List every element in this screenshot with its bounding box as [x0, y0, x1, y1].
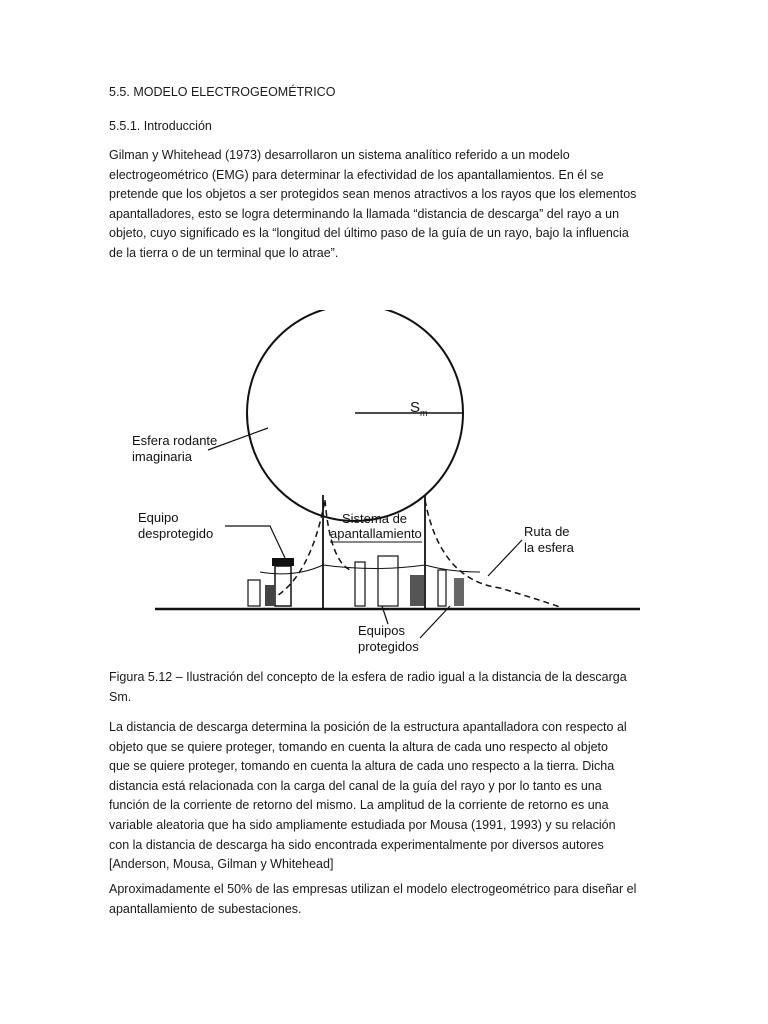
paragraph-line: función de la corriente de retorno del mismo. La amplitud de la corriente de retorno es una: [109, 798, 609, 813]
path-label-pointer: [488, 540, 522, 576]
unprotected-equipment-top: [272, 558, 294, 566]
caption-line: Sm.: [109, 689, 132, 704]
path-label-line-2: la esfera: [524, 540, 574, 555]
paragraph-line: [Anderson, Mousa, Gilman y Whitehead]: [109, 857, 334, 872]
radius-label: $S_m$: [410, 399, 428, 418]
sphere-label-line-1: Esfera rodante: [132, 433, 218, 448]
equipment-transformer: [410, 575, 424, 606]
unprotected-label-line-1: Equipo: [138, 510, 179, 525]
equipment-post: [438, 570, 446, 606]
subsection-title: 5.5.1. Introducción: [109, 119, 212, 133]
equipment-box: [248, 580, 260, 606]
closing-paragraph: [109, 880, 669, 919]
equipment-cabinet: [378, 556, 398, 606]
protected-label-pointer: [420, 606, 450, 638]
paragraph-line: apantallamiento de subestaciones.: [109, 901, 302, 916]
paragraph-line: pretende que los objetos a ser protegidos sean menos atractivos a los rayos que los elementos: [109, 187, 637, 202]
path-label-line-1: Ruta de: [524, 524, 570, 539]
paragraph-line: electrogeométrico (EMG) para determinar la efectividad de los apantallamientos. En él se: [109, 167, 604, 182]
figure-drawing: [120, 310, 650, 660]
paragraph-line: objeto, cuyo significado es la “longitud del último paso de la guía de un rayo, bajo la influencia: [109, 226, 629, 241]
intro-paragraph: [109, 146, 669, 264]
rolling-sphere-figure: [120, 310, 650, 660]
paragraph-line: distancia está relacionada con la carga del canal de la guía del rayo y por lo tanto es una: [109, 778, 602, 793]
shield-label-line-2: apantallamiento: [330, 526, 422, 541]
paragraph-line: Gilman y Whitehead (1973) desarrollaron un sistema analítico referido a un modelo: [109, 148, 570, 162]
protected-label-line-1: Equipos: [358, 623, 405, 638]
paragraph-line: variable aleatoria que ha sido ampliamente estudiada por Mousa (1991, 1993) y su relación: [109, 817, 616, 832]
section-title: 5.5. MODELO ELECTROGEOMÉTRICO: [109, 85, 336, 99]
paragraph-line: Aproximadamente el 50% de las empresas utilizan el modelo electrogeométrico para diseñar el: [109, 882, 637, 896]
paragraph-line: de la tierra o de un terminal que lo atrae”.: [109, 245, 339, 260]
paragraph-line: apantalladores, esto se logra determinando la llamada “distancia de descarga” del rayo a un: [109, 206, 620, 221]
unprotected-label-pointer: [225, 526, 285, 558]
paragraph-line: La distancia de descarga determina la posición de la estructura apantalladora con respecto al: [109, 720, 627, 734]
shield-label-line-1: Sistema de: [342, 511, 408, 526]
paragraph-line: con la distancia de descarga ha sido encontrada experimentalmente por diversos autores: [109, 837, 604, 852]
paragraph-line: que se quiere proteger, tomando en cuenta la altura de cada uno respecto a la tierra. Dicha: [109, 759, 615, 774]
equipment-box: [265, 585, 275, 606]
body-paragraph: [109, 718, 669, 875]
equipment-box: [454, 578, 464, 606]
figure-caption: [109, 668, 669, 707]
protected-label-line-2: protegidos: [358, 639, 419, 654]
paragraph-line: objeto que se quiere proteger, tomando en cuenta la altura de cada uno respecto al objeto: [109, 739, 608, 754]
caption-line: Figura 5.12 – Ilustración del concepto de la esfera de radio igual a la distancia de la descarga: [109, 670, 627, 684]
rolling-sphere: [247, 310, 463, 521]
shield-wire: [260, 565, 480, 574]
unprotected-label-line-2: desprotegido: [138, 526, 214, 541]
sphere-label-line-2: imaginaria: [132, 449, 192, 464]
